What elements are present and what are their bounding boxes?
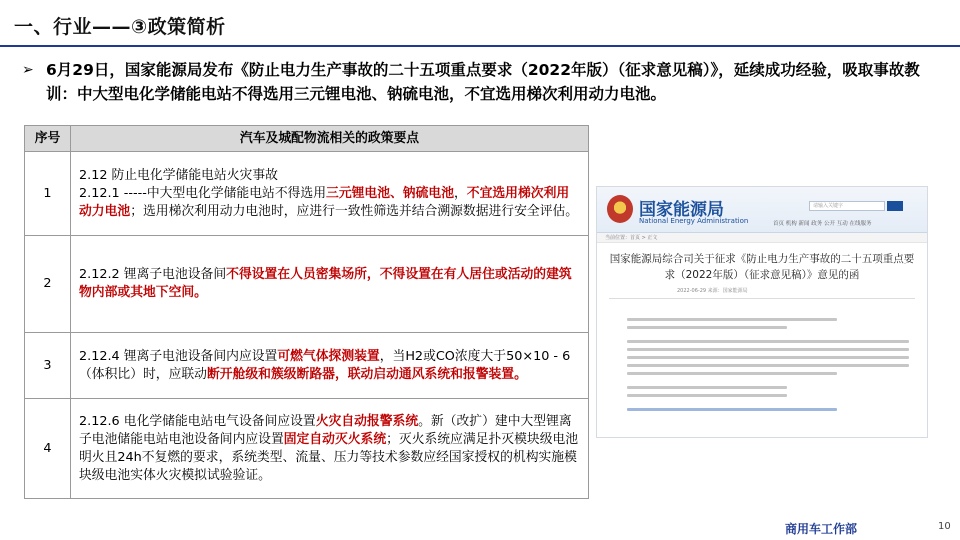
page-number: 10 <box>938 521 951 532</box>
national-emblem-icon <box>607 195 633 223</box>
site-search-input: 请输入关键字 <box>809 201 885 211</box>
summary-bullet <box>22 58 932 106</box>
policy-text: 2.12 防止电化学储能电站火灾事故 <box>79 167 278 183</box>
document-meta: 2022-06-29 来源：国家能源局 <box>677 288 748 294</box>
policy-text: 。新（改扩）建中大型锂离子电池储能电站电池设备间内应设置 <box>79 413 572 447</box>
policy-text: 2.12.4 锂离子电池设备间内应设置 <box>79 348 278 364</box>
table-row <box>25 399 589 499</box>
document-title: 国家能源局综合司关于征求《防止电力生产事故的二十五项重点要求（2022年版）（征求意见稿）》意见的函 <box>609 253 915 281</box>
policy-text: ；选用梯次利用动力电池时，应进行一致性筛选并结合溯源数据进行安全评估。 <box>130 203 579 219</box>
page-title: 一、行业——③政策简析 <box>14 16 226 38</box>
policy-text: ，当H2或CO浓度大于50×10 - 6（体积比）时，应联动 <box>79 348 571 382</box>
highlighted-text: 不得设置在人员密集场所，不得设置在有人居住或活动的建筑物内部或其地下空间。 <box>79 267 572 300</box>
highlighted-text: 三元锂电池、钠硫电池 <box>326 185 454 201</box>
table-row <box>25 333 589 399</box>
site-name-en: National Energy Administration <box>639 217 749 225</box>
highlighted-text: 断开舱级和簇级断路器，联动启动通风系统和报警装置。 <box>206 366 527 382</box>
site-name-cn: 国家能源局 <box>639 200 724 220</box>
header-index: 序号 <box>25 126 71 152</box>
document-text-line <box>627 340 909 343</box>
row-number: 3 <box>25 333 71 399</box>
breadcrumb: 当前位置：首页 > 正文 <box>597 233 927 243</box>
policy-text: 2.12.1 -----中大型电化学储能电站不得选用 <box>79 185 327 201</box>
summary-text: 6月29日，国家能源局发布《防止电力生产事故的二十五项重点要求（2022年版）（征求意见稿）》，延续成功经验，吸取事故教训：中大型电化学储能电站不得选用三元锂电池、钠硫电池，不宜选用梯次利用动力电池。 <box>46 61 920 103</box>
highlighted-text: 不宜选用梯次利用动力电池 <box>79 185 570 219</box>
search-icon <box>887 201 903 211</box>
policy-text: ， <box>453 185 467 201</box>
row-content <box>71 333 589 399</box>
document-text-line <box>627 386 787 389</box>
document-attachment-line <box>627 408 837 411</box>
row-number: 2 <box>25 236 71 333</box>
row-content <box>71 236 589 333</box>
row-number: 1 <box>25 152 71 236</box>
highlighted-text: 固定自动灭火系统 <box>283 431 387 447</box>
highlighted-text: 火灾自动报警系统 <box>315 413 419 429</box>
arrow-bullet-icon: ➢ <box>22 62 34 78</box>
policy-text: 2.12.6 电化学储能电站电气设备间应设置 <box>79 413 316 429</box>
row-number: 4 <box>25 399 71 499</box>
website-header <box>597 187 927 233</box>
nea-website-screenshot <box>596 186 928 438</box>
header-policy: 汽车及城配物流相关的政策要点 <box>71 126 589 152</box>
title-divider <box>0 45 960 47</box>
document-text-line <box>627 364 909 367</box>
site-nav-links: 首页 机构 新闻 政务 公开 互动 在线服务 <box>773 221 872 227</box>
row-content <box>71 152 589 236</box>
table-header-row <box>25 126 589 152</box>
row-content <box>71 399 589 499</box>
policy-text: 2.12.2 锂离子电池设备间 <box>79 267 227 282</box>
table-row <box>25 152 589 236</box>
policy-table <box>24 125 589 499</box>
footer-department: 商用车工作部 <box>785 522 858 536</box>
document-text-line <box>627 348 909 351</box>
highlighted-text: 可燃气体探测装置 <box>277 348 380 364</box>
document-text-line <box>627 356 909 359</box>
policy-text: ；灭火系统应满足扑灭模块级电池明火且24h不复燃的要求，系统类型、流量、压力等技术参数应经国家授权的机构实施模块级电池实体火灾模拟试验验证。 <box>79 431 579 483</box>
table-row <box>25 236 589 333</box>
document-text-line <box>627 318 837 321</box>
